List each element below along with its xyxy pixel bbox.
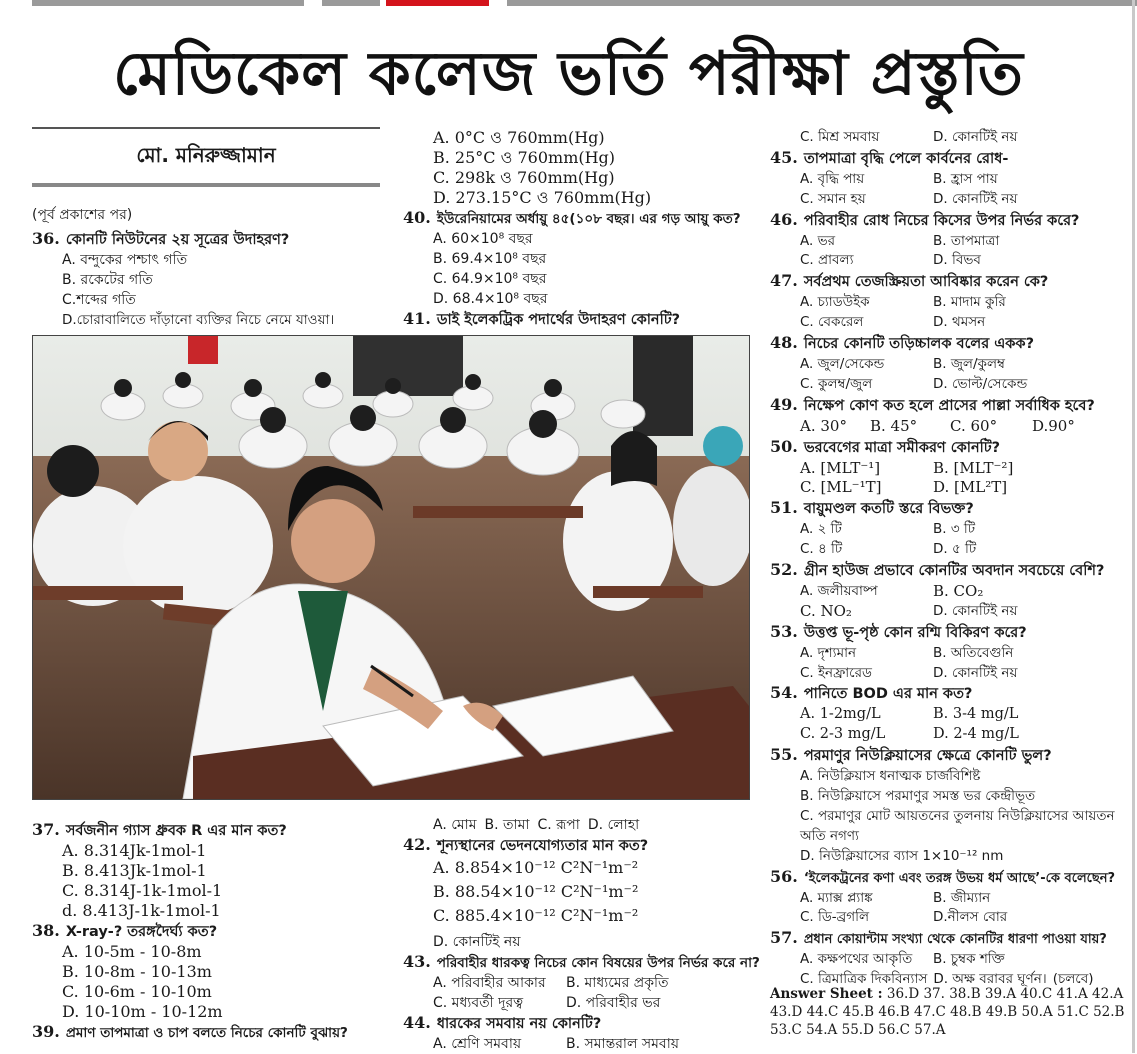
- q56-option-c: C. ডি-ব্রগলি: [800, 909, 870, 926]
- q55-option-a: A. নিউক্লিয়াস ধনাত্মক চার্জবিশিষ্ট: [800, 768, 981, 785]
- question-55: 55. পরমাণুর নিউক্লিয়াসের ক্ষেত্রে কোনটি ভুল?: [770, 745, 1052, 765]
- q48-option-d: D. ভোল্ট/সেকেন্ড: [933, 375, 1028, 392]
- page-title: মেডিকেল কলেজ ভর্তি পরীক্ষা প্রস্তুতি: [113, 39, 1024, 109]
- q53-row1: [770, 644, 1125, 664]
- q42-option-b: B. 88.54×10⁻¹² C²N⁻¹m⁻²: [433, 882, 639, 901]
- question-38: 38. X-ray-? তরঙ্গদৈর্ঘ্য কত?: [32, 921, 218, 940]
- right-edge-rule: [1132, 0, 1135, 1053]
- q46-option-d: D. বিভব: [933, 252, 981, 269]
- question-48: 48. নিচের কোনটি তড়িচ্চালক বলের একক?: [770, 333, 1034, 353]
- q36-option-c: C.শব্দের গতি: [62, 292, 136, 308]
- q43-options-row2: [403, 993, 763, 1013]
- q43-option-c: C. মধ্যবর্তী দূরত্ব: [433, 995, 524, 1011]
- students-exam-photo-illustration: [33, 336, 749, 799]
- q48-row1: [770, 355, 1125, 375]
- q36-option-a: A. বন্দুকের পশ্চাৎ গতি: [62, 252, 188, 268]
- column-2-bottom: [403, 815, 763, 1054]
- q53-option-d: D. কোনটিই নয়: [933, 664, 1018, 681]
- q40-option-a: A. 60×10⁸ বছর: [433, 231, 533, 247]
- q54-row2: [770, 725, 1125, 745]
- q44-options-row2: [770, 128, 1125, 148]
- q55-option-b: B. নিউক্লিয়াসে পরমাণুর সমস্ত ভর কেন্দ্রীভূত: [800, 788, 1036, 804]
- q47-option-a: A. চ্যাডউইক: [800, 294, 870, 311]
- q44-option-b: B. সমান্তরাল সমবায়: [566, 1036, 679, 1052]
- q46-row1: [770, 232, 1125, 252]
- q36-option-b: B. রকেটের গতি: [62, 272, 153, 288]
- q48-option-c: C. কুলম্ব/জুল: [800, 375, 873, 392]
- q47-row2: [770, 313, 1125, 333]
- q45-option-d: D. কোনটিই নয়: [933, 190, 1018, 207]
- q39-option-a: A. 0°C ও 760mm(Hg): [433, 128, 605, 147]
- question-56: 56. ‘ইলেকট্রনের কণা এবং তরঙ্গ উভয় ধর্ম আছে’-কে বলেছেন?: [770, 866, 1116, 886]
- q54-option-a: A. 1-2mg/L: [800, 706, 881, 723]
- q52-option-b: B. CO₂: [933, 581, 984, 600]
- question-41: 41. ডাই ইলেকট্রিক পদার্থের উদাহরণ কোনটি?: [403, 309, 681, 328]
- question-50: 50. ভরবেগের মাত্রা সমীকরণ কোনটি?: [770, 436, 1001, 456]
- q42-option-d: D. কোনটিই নয়: [433, 934, 521, 950]
- exam-hall-photo: [32, 335, 750, 800]
- q51-option-a: A. ২ টি: [800, 521, 842, 538]
- q44-option-a: A. শ্রেণি সমবায়: [433, 1036, 522, 1052]
- to-be-continued: (চলবে): [1052, 971, 1094, 988]
- q50-row2: [770, 478, 1125, 498]
- question-54: 54. পানিতে BOD এর মান কত?: [770, 683, 973, 703]
- question-57: 57. প্রধান কোয়ান্টাম সংখ্যা থেকে কোনটির ধারণা পাওয়া যায়?: [770, 928, 1107, 948]
- q52-row2: [770, 602, 1125, 622]
- q41-option-c: C. রূপা: [537, 817, 580, 833]
- q49-option-b: B. 45°: [870, 416, 918, 435]
- question-39: 39. প্রমাণ তাপমাত্রা ও চাপ বলতে নিচের কোনটি বুঝায়?: [32, 1022, 348, 1041]
- column-3: [770, 128, 1125, 990]
- answer-sheet-label: Answer Sheet :: [770, 986, 883, 1002]
- q54-option-d: D. 2-4 mg/L: [933, 726, 1019, 743]
- q44-options-row1: [403, 1034, 763, 1054]
- question-44: 44. ধারকের সমবায় নয় কোনটি?: [403, 1013, 602, 1032]
- q57-option-b: B. চুম্বক শক্তি: [933, 951, 1005, 968]
- question-45: 45. তাপমাত্রা বৃদ্ধি পেলে কার্বনের রোধ-: [770, 147, 1009, 167]
- q57-option-d: D. অক্ষ বরাবর ঘূর্ণন।: [933, 971, 1047, 988]
- answer-sheet-text: 36.D 37. 38.B 39.A 40.C 41.A 42.A 43.D 44.C 45.B 46.B 47.C 48.B 49.B 50.A 51.C 52.B 53.C 54.A 55.D 56.C 57.A: [770, 986, 1125, 1038]
- q45-option-a: A. বৃদ্ধি পায়: [800, 170, 865, 187]
- q56-row1: [770, 889, 1125, 909]
- top-bar-left: [32, 0, 304, 6]
- q44-option-c: C. মিশ্র সমবায়: [800, 129, 880, 145]
- q38-option-d: D. 10-10m - 10-12m: [62, 1002, 223, 1021]
- q47-option-b: B. মাদাম কুরি: [933, 294, 1006, 311]
- top-bar-accent: [386, 0, 489, 6]
- q50-option-a: A. [MLT⁻¹]: [800, 458, 881, 477]
- q37-option-a: A. 8.314Jk-1mol-1: [62, 841, 207, 860]
- q41-option-a: A. মোম: [433, 817, 477, 833]
- q52-option-d: D. কোনটিই নয়: [933, 602, 1018, 619]
- q45-option-c: C. সমান হয়: [800, 190, 866, 207]
- q42-option-c: C. 885.4×10⁻¹² C²N⁻¹m⁻²: [433, 906, 639, 925]
- top-bar-mid: [322, 0, 380, 6]
- question-42: 42. শূন্যস্থানের ভেদনযোগ্যতার মান কত?: [403, 835, 649, 854]
- q47-row1: [770, 293, 1125, 313]
- q39-option-c: C. 298k ও 760mm(Hg): [433, 168, 615, 187]
- q56-option-a: A. ম্যাক্স প্ল্যাঙ্ক: [800, 889, 873, 906]
- q53-option-c: C. ইনফ্রারেড: [800, 664, 872, 681]
- q38-option-c: C. 10-6m - 10-10m: [62, 982, 212, 1001]
- q54-option-c: C. 2-3 mg/L: [800, 726, 886, 743]
- q53-option-b: B. অতিবেগুনি: [933, 644, 1014, 661]
- answer-sheet: [770, 985, 1125, 1039]
- q52-row1: [770, 582, 1125, 602]
- q37-option-b: B. 8.413Jk-1mol-1: [62, 861, 207, 880]
- q41-option-d: D. লোহা: [587, 817, 640, 833]
- question-51: 51. বায়ুমণ্ডল কতটি স্তরে বিভক্ত?: [770, 498, 974, 518]
- q43-option-b: B. মাধ্যমের প্রকৃতি: [566, 975, 669, 991]
- question-49: 49. নিক্ষেপ কোণ কত হলে প্রাসের পাল্লা সর্বাধিক হবে?: [770, 394, 1095, 414]
- q45-row1: [770, 170, 1125, 190]
- author-name: মো. মনিরুজ্জামান: [136, 143, 276, 167]
- q36-option-d: D.চোরাবালিতে দাঁড়ানো ব্যক্তির নিচে নেমে যাওয়া।: [62, 312, 335, 328]
- q40-option-c: C. 64.9×10⁸ বছর: [433, 271, 547, 287]
- q51-option-b: B. ৩ টি: [933, 521, 976, 538]
- q49-option-d: D.90°: [1032, 416, 1075, 435]
- q43-option-d: D. পরিবাহীর ভর: [566, 995, 661, 1011]
- column-2-top: [403, 128, 763, 330]
- q46-option-b: B. তাপমাত্রা: [933, 232, 1000, 249]
- q50-row1: [770, 459, 1125, 479]
- q45-option-b: B. হ্রাস পায়: [933, 170, 998, 187]
- q53-option-a: A. দৃশ্যমান: [800, 644, 857, 661]
- q48-option-a: A. জুল/সেকেন্ড: [800, 355, 885, 372]
- q51-option-d: D. ৫ টি: [933, 541, 977, 558]
- q51-option-c: C. ৪ টি: [800, 541, 843, 558]
- q40-option-d: D. 68.4×10⁸ বছর: [433, 291, 548, 307]
- q54-option-b: B. 3-4 mg/L: [933, 706, 1019, 723]
- q56-row2: [770, 908, 1125, 928]
- q43-options-row1: [403, 973, 763, 993]
- q41-options: [403, 815, 763, 835]
- q56-option-d: D.নীলস বোর: [933, 909, 1008, 926]
- q41-option-b: B. তামা: [484, 817, 530, 833]
- byline-box: [32, 127, 380, 187]
- top-bar-right: [507, 0, 1137, 6]
- q48-row2: [770, 375, 1125, 395]
- q42-option-a: A. 8.854×10⁻¹² C²N⁻¹m⁻²: [433, 858, 639, 877]
- q45-row2: [770, 190, 1125, 210]
- q50-option-c: C. [ML⁻¹T]: [800, 478, 882, 497]
- q46-option-c: C. প্রাবল্য: [800, 252, 854, 269]
- q44-option-d: D. কোনটিই নয়: [933, 129, 1018, 145]
- q37-option-d: d. 8.413J-1k-1mol-1: [62, 901, 221, 920]
- q57-option-a: A. কক্ষপথের আকৃতি: [800, 951, 913, 968]
- q46-row2: [770, 251, 1125, 271]
- q37-option-c: C. 8.314J-1k-1mol-1: [62, 881, 223, 900]
- q52-option-a: A. জলীয়বাষ্প: [800, 582, 878, 599]
- q53-row2: [770, 664, 1125, 684]
- q46-option-a: A. ভর: [800, 232, 836, 249]
- q57-row1: [770, 950, 1125, 970]
- q47-option-d: D. থমসন: [933, 314, 986, 331]
- continued-note: (পূর্ব প্রকাশের পর): [32, 207, 133, 223]
- q52-option-c: C. NO₂: [800, 601, 852, 620]
- question-52: 52. গ্রীন হাউজ প্রভাবে কোনটির অবদান সবচেয়ে বেশি?: [770, 560, 1105, 580]
- q39-option-b: B. 25°C ও 760mm(Hg): [433, 148, 616, 167]
- column-1-bottom: [32, 820, 392, 1043]
- q48-option-b: B. জুল/কুলম্ব: [933, 355, 1005, 372]
- q49-options: [770, 417, 1125, 437]
- q38-option-a: A. 10-5m - 10-8m: [62, 942, 202, 961]
- q50-option-b: B. [MLT⁻²]: [933, 458, 1014, 477]
- q38-option-b: B. 10-8m - 10-13m: [62, 962, 212, 981]
- q57-option-c: C. ত্রিমাত্রিক দিকবিন্যাস: [800, 971, 928, 988]
- question-40: 40. ইউরেনিয়ামের অর্ধায়ু ৪৫(১০৮ বছর। এর গড় আয়ু কত?: [403, 208, 741, 227]
- q43-option-a: A. পরিবাহীর আকার: [433, 975, 546, 991]
- q51-row2: [770, 540, 1125, 560]
- question-36: 36. কোনটি নিউটনের ২য় সূত্রের উদাহরণ?: [32, 229, 290, 248]
- q50-option-d: D. [ML²T]: [933, 478, 1008, 497]
- q56-option-b: B. জীম্যান: [933, 889, 991, 906]
- question-53: 53. উত্তপ্ত ভূ-পৃষ্ঠ কোন রশ্মি বিকিরণ করে?: [770, 621, 1027, 641]
- q40-option-b: B. 69.4×10⁸ বছর: [433, 251, 547, 267]
- column-1-top: [32, 205, 392, 330]
- q47-option-c: C. বেকরেল: [800, 314, 864, 331]
- question-46: 46. পরিবাহীর রোধ নিচের কিসের উপর নির্ভর করে?: [770, 209, 1080, 229]
- question-43: 43. পরিবাহীর ধারকত্ব নিচের কোন বিষয়ের উপর নির্ভর করে না?: [403, 952, 760, 971]
- q55-option-d: D. নিউক্লিয়াসের ব্যাস 1×10⁻¹² nm: [800, 847, 1004, 864]
- question-47: 47. সর্বপ্রথম তেজস্ক্রিয়তা আবিষ্কার করেন কে?: [770, 271, 1049, 291]
- q39-option-d: D. 273.15°C ও 760mm(Hg): [433, 188, 652, 207]
- q49-option-c: C. 60°: [950, 416, 998, 435]
- q51-row1: [770, 520, 1125, 540]
- q54-row1: [770, 705, 1125, 725]
- question-37: 37. সর্বজনীন গ্যাস ধ্রুবক R এর মান কত?: [32, 820, 287, 839]
- q55-option-c: C. পরমাণুর মোট আয়তনের তুলনায় নিউক্লিয়াসের আয়তন অতি নগণ্য: [800, 807, 1115, 844]
- q49-option-a: A. 30°: [800, 416, 847, 435]
